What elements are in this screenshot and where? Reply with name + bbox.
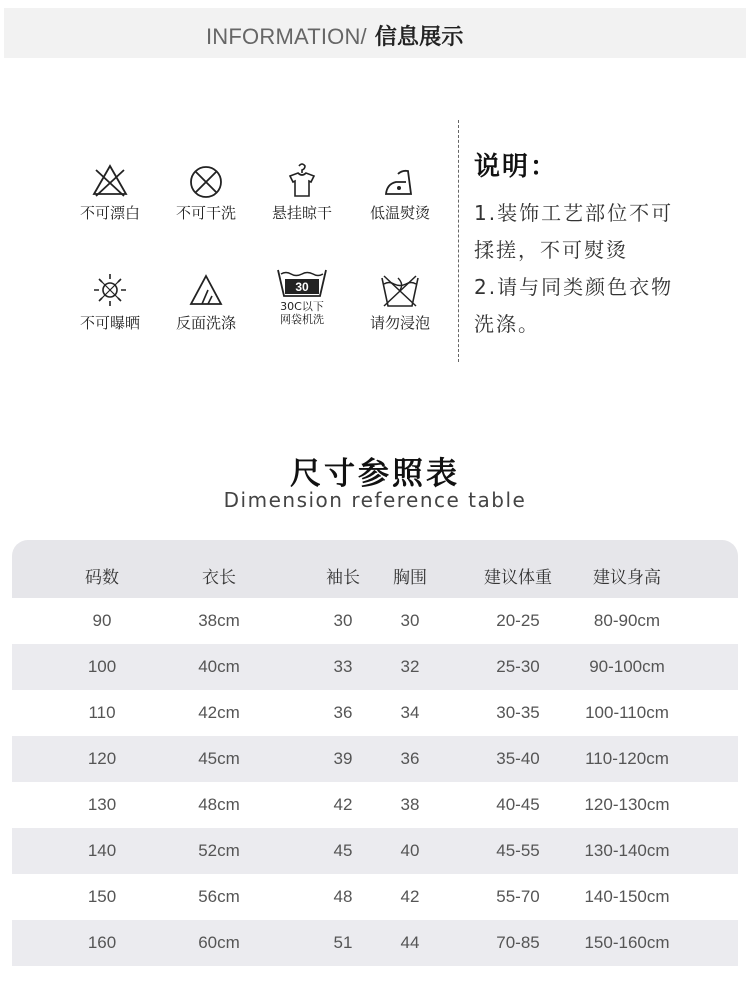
table-cell: 160 (87, 933, 117, 952)
wash-temp-badge: 30 (295, 280, 309, 294)
table-cell: 48cm (198, 795, 240, 814)
care-item-no-bleach (66, 158, 154, 223)
low-iron-icon (378, 158, 422, 202)
care-label: 不可曝晒 (79, 314, 140, 332)
table-row (12, 828, 738, 874)
table-cell: 130-140cm (584, 841, 670, 860)
column-header: 衣长 (202, 567, 236, 588)
no-sun-icon (88, 268, 132, 312)
care-item-no-sun (66, 268, 154, 333)
table-header-row (12, 540, 738, 598)
table-cell: 20-25 (496, 611, 540, 630)
table-cell: 32 (400, 657, 420, 676)
table-cell: 38 (400, 795, 420, 814)
care-item-wash-inside-out (162, 268, 250, 333)
care-label: 30C以下 (280, 300, 324, 313)
wash-inside-out-icon (184, 268, 228, 312)
table-cell: 130 (87, 795, 117, 814)
table-cell: 56cm (198, 887, 240, 906)
notes-line: 揉搓，不可熨烫 (474, 238, 628, 262)
table-cell: 140-150cm (584, 887, 670, 906)
table-cell: 30-35 (496, 703, 540, 722)
care-item-no-dry-clean (162, 158, 250, 223)
no-soak-icon (378, 268, 422, 312)
table-cell: 150 (87, 887, 117, 906)
table-cell: 48 (333, 887, 353, 906)
table-cell: 150-160cm (584, 933, 670, 952)
table-row (12, 598, 738, 644)
table-cell: 120 (87, 749, 117, 768)
table-row (12, 782, 738, 828)
table-cell: 42 (400, 887, 420, 906)
section-divider (458, 120, 459, 362)
column-header: 建议身高 (593, 567, 661, 588)
title-zh: 信息展示 (366, 25, 464, 50)
care-label: 不可漂白 (79, 204, 140, 222)
care-label: 请勿浸泡 (369, 314, 430, 332)
size-table (12, 540, 738, 966)
table-cell: 39 (333, 749, 353, 768)
care-label: 悬挂晾干 (271, 204, 332, 222)
table-cell: 45 (333, 841, 353, 860)
column-header: 码数 (85, 567, 119, 588)
table-cell: 38cm (198, 611, 240, 630)
table-cell: 44 (400, 933, 420, 952)
hang-dry-icon (280, 158, 324, 202)
table-row (12, 736, 738, 782)
table-row (12, 920, 738, 966)
notes-line: 2.请与同类颜色衣物 (474, 275, 674, 299)
table-body (12, 598, 738, 966)
table-cell: 34 (400, 703, 420, 722)
table-cell: 55-70 (496, 887, 540, 906)
table-cell: 110 (88, 703, 116, 722)
table-cell: 36 (333, 703, 353, 722)
table-cell: 36 (400, 749, 420, 768)
care-label: 低温熨烫 (369, 204, 430, 222)
care-item-low-iron (356, 158, 444, 223)
size-table-title: 尺寸参照表 (290, 456, 460, 492)
page-title (206, 20, 464, 51)
table-cell: 35-40 (496, 749, 540, 768)
notes-panel (474, 146, 734, 343)
notes-title: 说明： (474, 152, 559, 182)
column-header: 胸围 (393, 567, 427, 588)
notes-line: 洗涤。 (474, 312, 540, 336)
size-table-subtitle: Dimension reference table (223, 488, 527, 512)
table-cell: 51 (333, 933, 353, 952)
care-item-machine-wash (258, 266, 346, 326)
care-instructions (66, 158, 450, 348)
table-cell: 140 (87, 841, 117, 860)
machine-wash-30-icon (275, 266, 329, 300)
table-cell: 40cm (198, 657, 240, 676)
table-cell: 90 (92, 611, 112, 630)
table-cell: 100 (87, 657, 117, 676)
table-cell: 33 (333, 657, 353, 676)
table-cell: 45cm (198, 749, 240, 768)
table-cell: 70-85 (496, 933, 540, 952)
table-cell: 60cm (198, 933, 240, 952)
column-header: 建议体重 (484, 567, 552, 588)
table-cell: 40-45 (496, 795, 540, 814)
column-header: 袖长 (326, 567, 360, 588)
table-row (12, 644, 738, 690)
table-cell: 80-90cm (593, 611, 661, 630)
table-cell: 40 (400, 841, 420, 860)
title-en: INFORMATION/ (206, 24, 367, 49)
table-cell: 52cm (198, 841, 240, 860)
table-cell: 90-100cm (589, 657, 665, 676)
care-item-hang-dry (258, 158, 346, 223)
table-cell: 110-120cm (585, 749, 669, 768)
table-cell: 42cm (198, 703, 240, 722)
care-item-no-soak (356, 268, 444, 333)
table-cell: 100-110cm (585, 703, 669, 722)
table-cell: 25-30 (496, 657, 540, 676)
table-cell: 120-130cm (584, 795, 670, 814)
care-label: 不可干洗 (175, 204, 236, 222)
no-bleach-icon (88, 158, 132, 202)
notes-line: 1.装饰工艺部位不可 (474, 201, 674, 225)
table-cell: 42 (333, 795, 353, 814)
table-cell: 45-55 (496, 841, 540, 860)
no-dry-clean-icon (184, 158, 228, 202)
care-label: 反面洗涤 (175, 314, 236, 332)
table-row (12, 690, 738, 736)
table-cell: 30 (333, 611, 353, 630)
care-label-2: 网袋机洗 (280, 313, 324, 326)
table-row (12, 874, 738, 920)
table-cell: 30 (400, 611, 420, 630)
